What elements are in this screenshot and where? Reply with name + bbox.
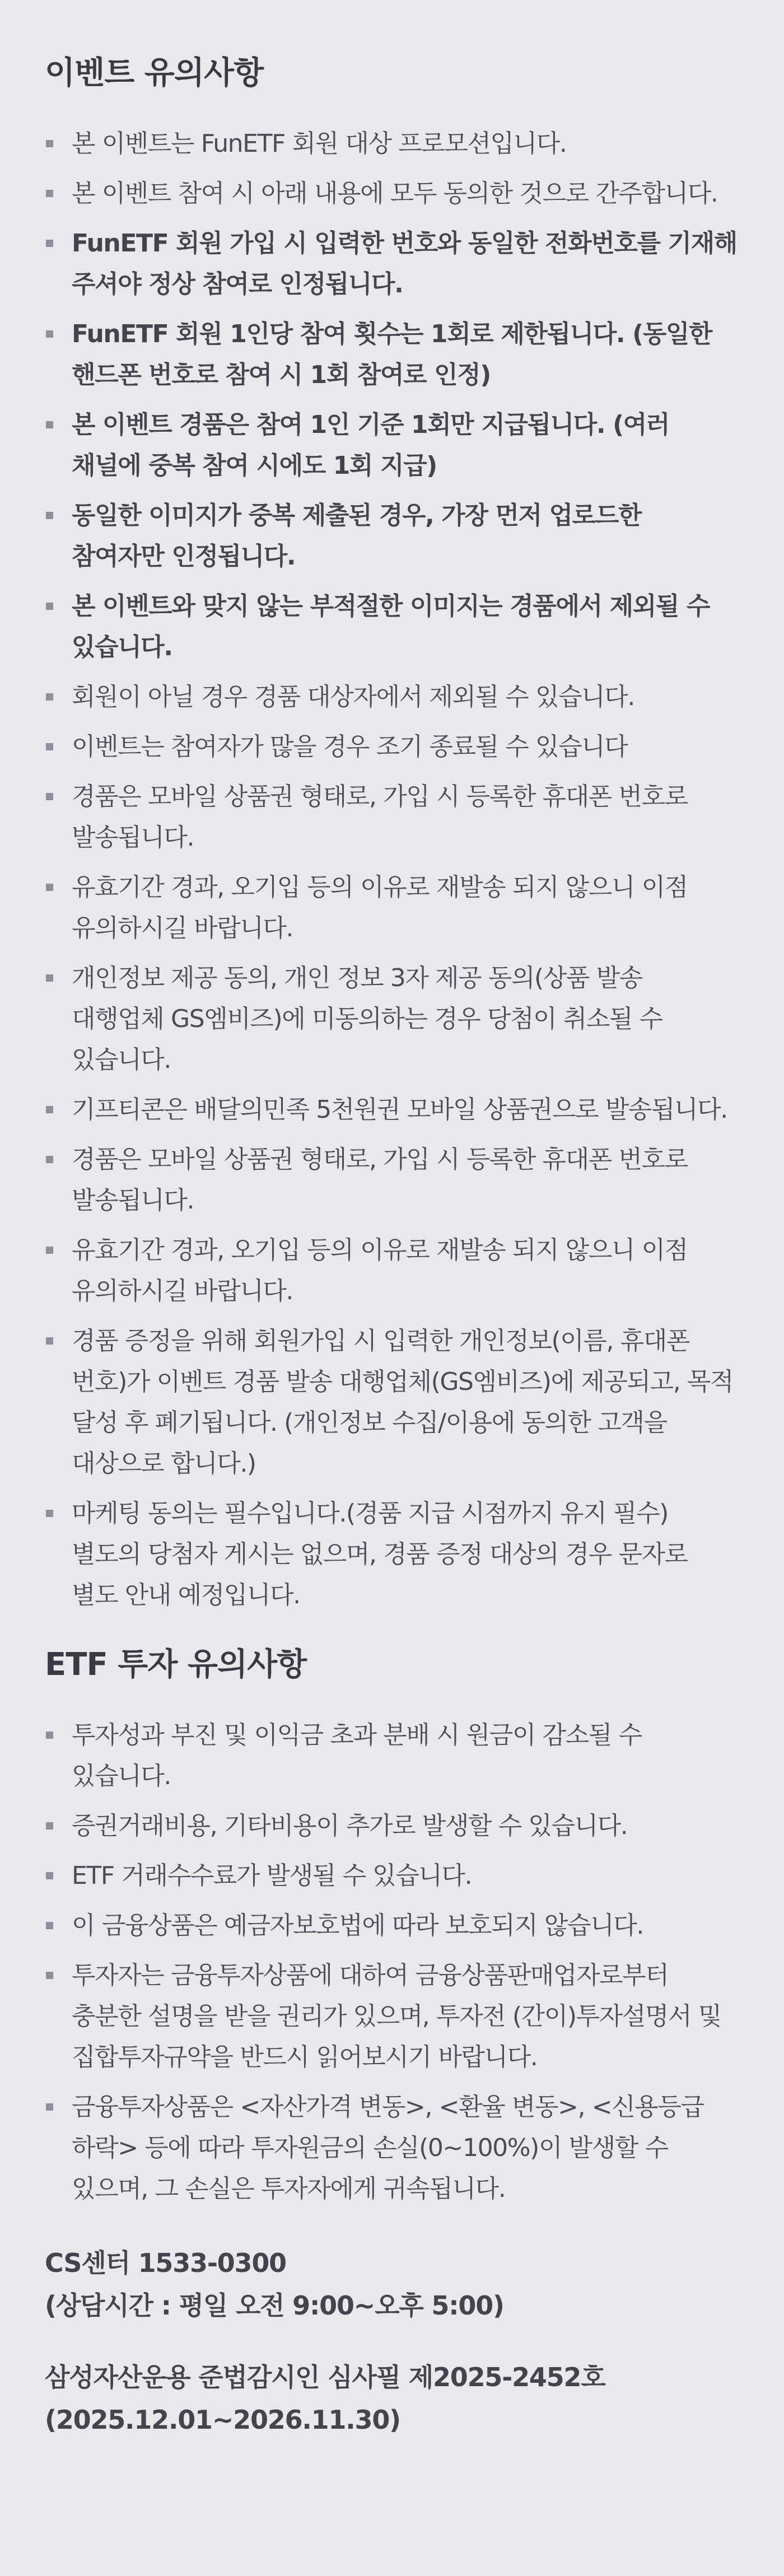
etf-notice-title: ETF 투자 유의사항 (45, 1646, 307, 1683)
square-bullet-icon (46, 421, 53, 428)
list-item-text: 동일한 이미지가 중복 제출된 경우, 가장 먼저 업로드한 참여자만 인정됩니다. (72, 501, 642, 571)
square-bullet-icon (46, 1337, 53, 1345)
list-item (45, 1805, 739, 1846)
list-item (45, 223, 739, 305)
list-item (45, 1855, 739, 1896)
event-notice-section (45, 53, 739, 1616)
list-item-text: 기프티콘은 배달의민족 5천원권 모바일 상품권으로 발송됩니다. (72, 1095, 727, 1124)
contact-info (45, 2242, 739, 2327)
list-item (45, 726, 739, 767)
list-item-text: FunETF 회원 가입 시 입력한 번호와 동일한 전화번호를 기재해 주셔야 정상 참여로 인정됩니다. (72, 228, 737, 298)
list-item-text: 금융투자상품은 <자산가격 변동>, <환율 변동>, <신용등급 하락> 등에 따라 투자원금의 손실(0~100%)이 발생할 수 있으며, 그 손실은 투자자에게 귀속됩니다. (72, 2092, 704, 2203)
square-bullet-icon (46, 330, 53, 338)
event-notice-list (45, 123, 739, 1616)
square-bullet-icon (46, 190, 53, 197)
list-item (45, 1905, 739, 1946)
square-bullet-icon (46, 974, 53, 982)
compliance-review-number: 삼성자산운용 준법감시인 심사필 제2025-2452호 (45, 2362, 605, 2392)
list-item-text: 경품은 모바일 상품권 형태로, 가입 시 등록한 휴대폰 번호로 발송됩니다. (72, 1145, 688, 1215)
list-item (45, 676, 739, 717)
list-item-text: 회원이 아닐 경우 경품 대상자에서 제외될 수 있습니다. (72, 682, 634, 711)
list-item (45, 776, 739, 858)
list-item (45, 958, 739, 1080)
list-item-text: 이벤트는 참여자가 많을 경우 조기 종료될 수 있습니다 (72, 732, 628, 761)
square-bullet-icon (46, 884, 53, 891)
square-bullet-icon (46, 2103, 53, 2111)
compliance-notice (45, 2356, 739, 2441)
list-item-text: 본 이벤트는 FunETF 회원 대상 프로모션입니다. (72, 129, 567, 158)
square-bullet-icon (46, 140, 53, 147)
list-item-text: 경품 증정을 위해 회원가입 시 입력한 개인정보(이름, 휴대폰 번호)가 이벤트 경품 발송 대행업체(GS엠비즈)에 제공되고, 목적 달성 후 폐기됩니다. (개인정보 수집/이용에 동의한 고객을 대상으로 합니다.) (72, 1326, 734, 1478)
list-item-text: FunETF 회원 1인당 참여 횟수는 1회로 제한됩니다. (동일한 핸드폰 번호로 참여 시 1회 참여로 인정) (72, 319, 712, 389)
list-item (45, 314, 739, 395)
list-item-text: 투자자는 금융투자상품에 대하여 금융상품판매업자로부터 충분한 설명을 받을 권리가 있으며, 투자전 (간이)투자설명서 및 집합투자규약을 반드시 읽어보시기 바랍니다. (72, 1961, 721, 2071)
list-item-text: 개인정보 제공 동의, 개인 정보 3자 제공 동의(상품 발송 대행업체 GS엠비즈)에 미동의하는 경우 당첨이 취소될 수 있습니다. (72, 963, 662, 1074)
square-bullet-icon (46, 512, 53, 519)
cs-center-hours: (상담시간 : 평일 오전 9:00~오후 5:00) (45, 2290, 504, 2321)
list-item (45, 1139, 739, 1221)
list-item-text: 유효기간 경과, 오기입 등의 이유로 재발송 되지 않으니 이점 유의하시길 바랍니다. (72, 1235, 688, 1305)
list-item (45, 1493, 739, 1616)
square-bullet-icon (46, 603, 53, 610)
list-item-text: 본 이벤트 경품은 참여 1인 기준 1회만 지급됩니다. (여러 채널에 중복 참여 시에도 1회 지급) (72, 410, 669, 480)
square-bullet-icon (46, 1972, 53, 1979)
square-bullet-icon (46, 1822, 53, 1830)
compliance-valid-period: (2025.12.01~2026.11.30) (45, 2404, 400, 2435)
square-bullet-icon (46, 1510, 53, 1517)
list-item (45, 173, 739, 214)
list-item-text: 경품은 모바일 상품권 형태로, 가입 시 등록한 휴대폰 번호로 발송됩니다. (72, 782, 688, 852)
square-bullet-icon (46, 1247, 53, 1254)
list-item-text: 이 금융상품은 예금자보호법에 따라 보호되지 않습니다. (72, 1911, 643, 1940)
etf-notice-list (45, 1715, 739, 2209)
list-item-text: ETF 거래수수료가 발생될 수 있습니다. (72, 1861, 472, 1890)
list-item (45, 1230, 739, 1312)
square-bullet-icon (46, 240, 53, 247)
list-item (45, 2087, 739, 2209)
list-item (45, 586, 739, 668)
list-item (45, 404, 739, 486)
list-item-text: 본 이벤트 참여 시 아래 내용에 모두 동의한 것으로 간주합니다. (72, 179, 718, 208)
list-item (45, 1089, 739, 1130)
square-bullet-icon (46, 743, 53, 750)
list-item (45, 1320, 739, 1484)
event-notice-title: 이벤트 유의사항 (45, 55, 264, 91)
list-item-text: 마케팅 동의는 필수입니다.(경품 지급 시점까지 유지 필수) 별도의 당첨자 게시는 없으며, 경품 증정 대상의 경우 문자로 별도 안내 예정입니다. (72, 1499, 688, 1609)
list-item-text: 본 이벤트와 맞지 않는 부적절한 이미지는 경품에서 제외될 수 있습니다. (72, 591, 710, 661)
square-bullet-icon (46, 1922, 53, 1929)
cs-center-number: CS센터 1533-0300 (45, 2247, 286, 2278)
list-item (45, 1955, 739, 2078)
square-bullet-icon (46, 1732, 53, 1739)
square-bullet-icon (46, 1156, 53, 1163)
square-bullet-icon (46, 1106, 53, 1113)
list-item-text: 투자성과 부진 및 이익금 초과 분배 시 원금이 감소될 수 있습니다. (72, 1720, 642, 1790)
list-item (45, 867, 739, 949)
list-item-text: 유효기간 경과, 오기입 등의 이유로 재발송 되지 않으니 이점 유의하시길 바랍니다. (72, 872, 688, 942)
square-bullet-icon (46, 1872, 53, 1879)
list-item (45, 123, 739, 164)
square-bullet-icon (46, 693, 53, 701)
list-item (45, 1715, 739, 1796)
list-item-text: 증권거래비용, 기타비용이 추가로 발생할 수 있습니다. (72, 1811, 628, 1840)
etf-notice-section (45, 1645, 739, 2209)
square-bullet-icon (46, 793, 53, 800)
list-item (45, 495, 739, 577)
